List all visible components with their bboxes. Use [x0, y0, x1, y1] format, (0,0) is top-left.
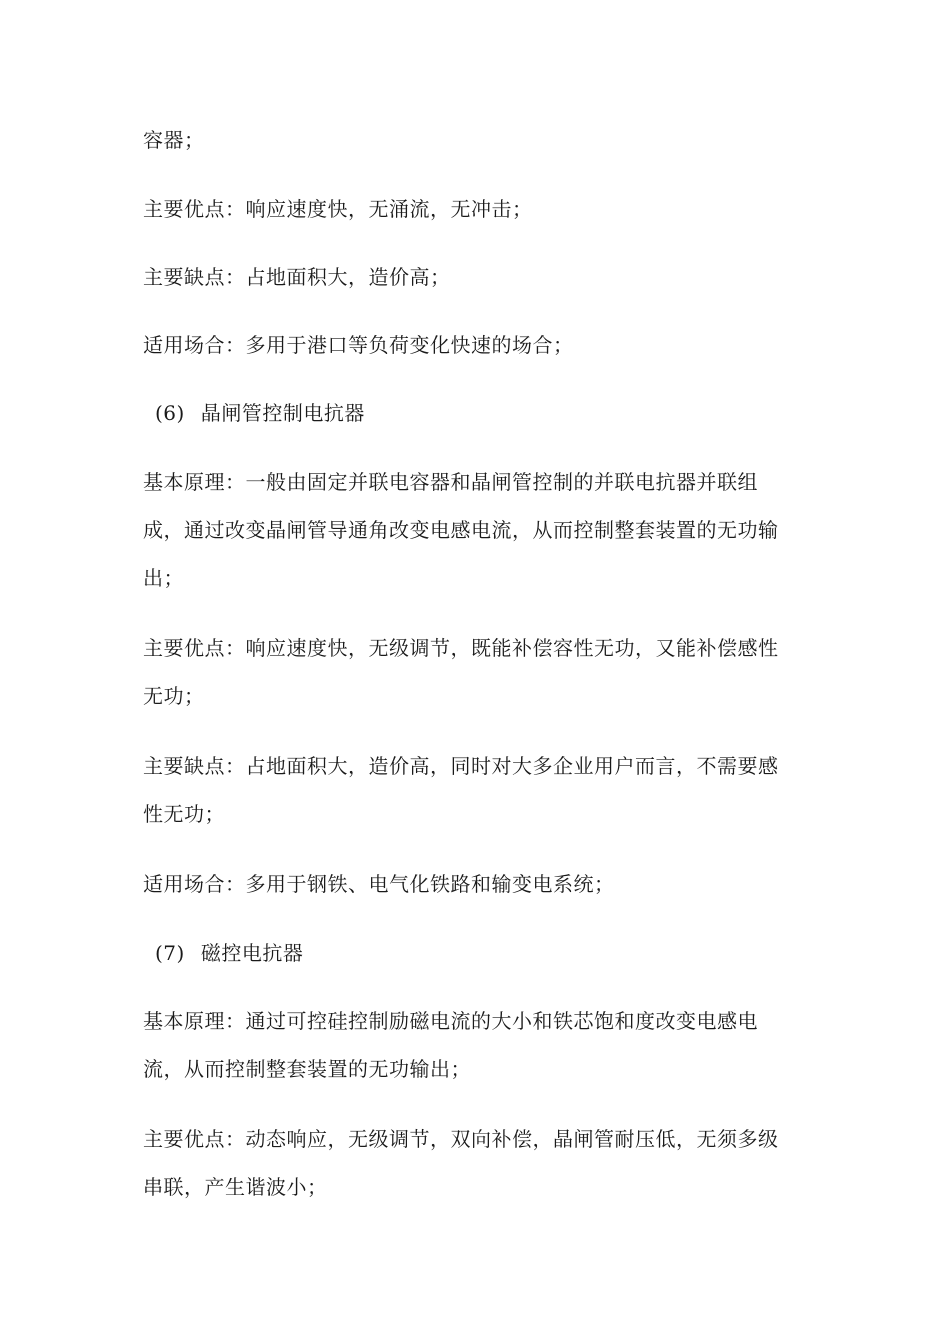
paragraph-principle-6: 基本原理：一般由固定并联电容器和晶闸管控制的并联电抗器并联组成，通过改变晶闸管导通角改变电感电流，从而控制整套装置的无功输出；	[143, 470, 779, 590]
paragraph-applications-6: 适用场合：多用于钢铁、电气化铁路和输变电系统；	[143, 872, 615, 896]
section-title-7: 磁控电抗器	[200, 941, 304, 965]
paragraph-principle-7: 基本原理：通过可控硅控制励磁电流的大小和铁芯饱和度改变电感电流，从而控制整套装置的无功输出；	[143, 1009, 758, 1081]
paragraph-applications-1: 适用场合：多用于港口等负荷变化快速的场合；	[143, 333, 574, 357]
section-number-7: (7)	[155, 941, 185, 965]
section-heading-7	[155, 929, 805, 977]
paragraph-advantages-6: 主要优点：响应速度快，无级调节，既能补偿容性无功，又能补偿感性无功；	[143, 636, 779, 708]
paragraph-disadvantages-1: 主要缺点：占地面积大，造价高；	[143, 265, 451, 289]
paragraph-advantages-1: 主要优点：响应速度快，无涌流，无冲击；	[143, 197, 533, 221]
section-heading-6	[155, 389, 805, 437]
section-title-6: 晶闸管控制电抗器	[200, 401, 365, 425]
section-number-6: (6)	[155, 401, 185, 425]
paragraph-disadvantages-6: 主要缺点：占地面积大，造价高，同时对大多企业用户而言，不需要感性无功；	[143, 754, 779, 826]
paragraph-capacitor-end: 容器；	[143, 128, 205, 152]
paragraph-advantages-7: 主要优点：动态响应，无级调节，双向补偿，晶闸管耐压低，无须多级串联，产生谐波小；	[143, 1127, 779, 1199]
